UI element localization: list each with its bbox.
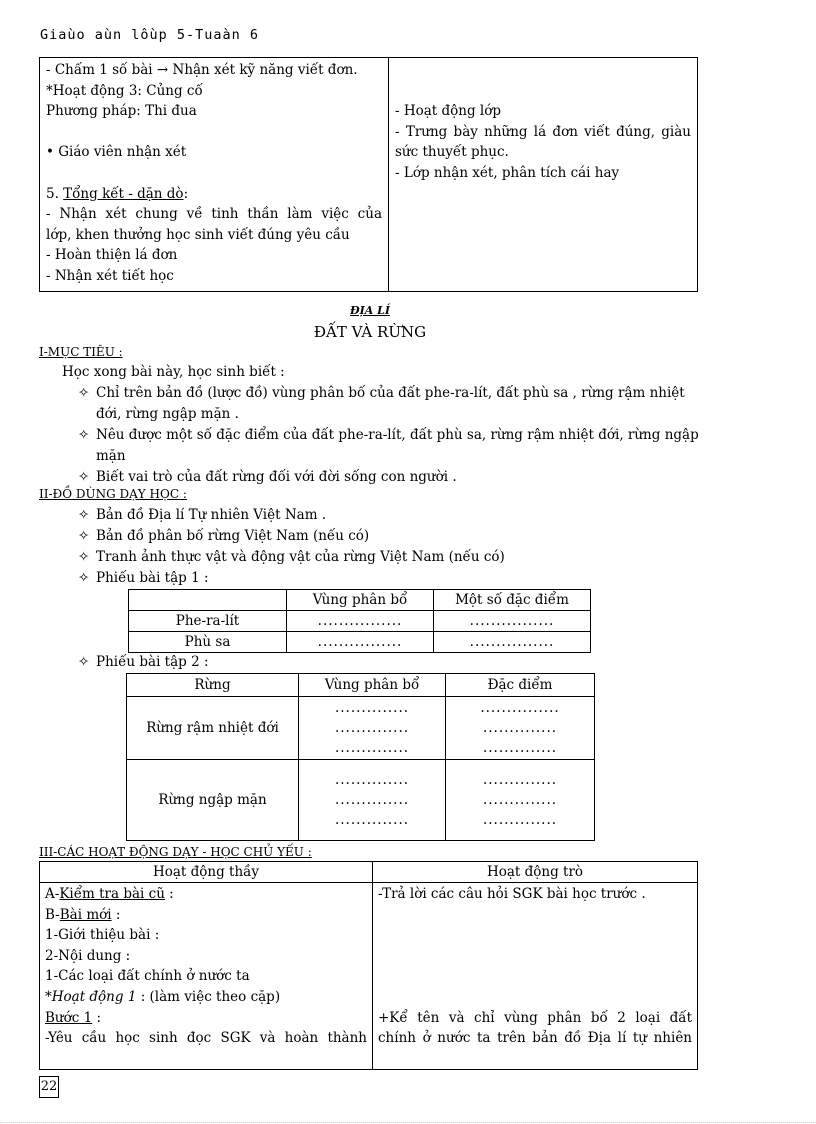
table-row bbox=[127, 760, 595, 841]
teacher-line: 1-Giới thiệu bài : bbox=[45, 927, 160, 944]
section-activities-heading: III-CÁC HOẠT ĐỘNG DẠY - HỌC CHỦ YẾU : bbox=[39, 845, 312, 859]
teacher-line: -Yêu cầu học sinh đọc SGK và hoàn thành bbox=[45, 1030, 367, 1047]
teacher-line: Bước 1 : bbox=[45, 1009, 102, 1026]
table-header-row bbox=[129, 590, 591, 611]
top-right-spacer bbox=[395, 60, 691, 81]
list-item: ✧ Chỉ trên bản đồ (lược đồ) vùng phân bố của đất phe-ra-lít, đất phù sa , rừng rậm nhiệt bbox=[0, 383, 699, 404]
top-right-line: - Hoạt động lớp bbox=[395, 103, 502, 120]
blank-cell: ................ bbox=[287, 611, 434, 632]
diamond-bullet-icon: ✧ bbox=[78, 549, 90, 565]
top-left-spacer bbox=[46, 122, 382, 143]
page-number: 22 bbox=[39, 1076, 59, 1098]
page-header: Giaùo aùn lôùp 5-Tuaàn 6 bbox=[40, 27, 260, 43]
top-activity-table bbox=[39, 57, 698, 292]
table-row bbox=[40, 883, 698, 1070]
student-column-header: Hoạt động trò bbox=[373, 862, 698, 883]
cell: Phù sa bbox=[129, 632, 287, 653]
diamond-bullet-icon: ✧ bbox=[78, 427, 90, 443]
diamond-bullet-icon: ✧ bbox=[78, 570, 90, 586]
top-left-line: • Giáo viên nhận xét bbox=[46, 144, 187, 161]
list-item-continued: đới, rừng ngập mặn . bbox=[96, 406, 239, 422]
top-left-line: - Chấm 1 số bài → Nhận xét kỹ năng viết đơn. bbox=[46, 62, 358, 78]
diamond-bullet-icon: ✧ bbox=[78, 469, 90, 485]
materials-list bbox=[0, 505, 505, 589]
header-cell: Một số đặc điểm bbox=[434, 590, 591, 611]
summary-heading: 5. Tổng kết - dặn dò: bbox=[46, 185, 189, 202]
table-row bbox=[129, 611, 591, 632]
blank-cell: ................ bbox=[287, 632, 434, 653]
top-left-line: lớp, khen thưởng học sinh viết đúng yêu cầu bbox=[46, 226, 350, 243]
list-item-continued: mặn bbox=[96, 448, 126, 464]
header-cell: Rừng bbox=[127, 674, 299, 697]
list-item: ✧ Biết vai trò của đất rừng đối với đời sống con người . bbox=[0, 467, 699, 488]
teacher-line: 1-Các loại đất chính ở nước ta bbox=[45, 968, 250, 985]
diamond-bullet-icon: ✧ bbox=[78, 528, 90, 544]
top-right-line: - Lớp nhận xét, phân tích cái hay bbox=[395, 164, 620, 181]
lesson-title: ĐẤT VÀ RỪNG bbox=[313, 323, 427, 341]
top-left-spacer bbox=[46, 163, 382, 184]
cell: Phe-ra-lít bbox=[129, 611, 287, 632]
blank-cell: ................ bbox=[434, 632, 591, 653]
objectives-intro: Học xong bài này, học sinh biết : bbox=[62, 364, 285, 380]
teacher-line: *Hoạt động 1 : (làm việc theo cặp) bbox=[45, 988, 281, 1005]
activities-table bbox=[39, 861, 698, 1070]
list-item: ✧ Bản đồ Địa lí Tự nhiên Việt Nam . bbox=[0, 505, 505, 526]
list-item: ✧ Tranh ảnh thực vật và động vật của rừng Việt Nam (nếu có) bbox=[0, 547, 505, 568]
subject-label: ĐỊA LÍ bbox=[349, 304, 390, 317]
table-row bbox=[127, 697, 595, 760]
blank-cell: ................ bbox=[434, 611, 591, 632]
table-header-row bbox=[40, 862, 698, 883]
header-cell: Vùng phân bổ bbox=[299, 674, 446, 697]
table-row bbox=[129, 632, 591, 653]
top-table-right-cell bbox=[389, 58, 698, 292]
header-cell: Vùng phân bổ bbox=[287, 590, 434, 611]
section-materials-heading: II-ĐỒ DÙNG DẠY HỌC : bbox=[39, 487, 187, 501]
top-left-line: *Hoạt động 3: Củng cố bbox=[46, 82, 203, 99]
top-left-line: - Nhận xét tiết học bbox=[46, 267, 174, 284]
teacher-line: B-Bài mới : bbox=[45, 906, 121, 923]
list-item: ✧ Phiếu bài tập 1 : bbox=[0, 568, 505, 589]
blank-cell: .............. .............. .............. bbox=[446, 760, 595, 841]
top-left-line: - Nhận xét chung về tinh thần làm việc của bbox=[46, 206, 382, 223]
cell: Rừng ngập mặn bbox=[127, 760, 299, 841]
student-line: chính ở nước ta trên bản đồ Địa lí tự nhiên bbox=[378, 1030, 692, 1047]
list-item: ✧ Nêu được một số đặc điểm của đất phe-ra-lít, đất phù sa, rừng rậm nhiệt đới, rừng ngập bbox=[0, 425, 699, 446]
top-left-line: - Hoàn thiện lá đơn bbox=[46, 247, 178, 264]
materials-list-2 bbox=[0, 652, 209, 673]
header-cell: Đặc điểm bbox=[446, 674, 595, 697]
cell: Rừng rậm nhiệt đới bbox=[127, 697, 299, 760]
teacher-activities-cell bbox=[40, 883, 373, 1070]
diamond-bullet-icon: ✧ bbox=[78, 385, 90, 401]
teacher-column-header: Hoạt động thầy bbox=[40, 862, 373, 883]
list-item: ✧ Bản đồ phân bố rừng Việt Nam (nếu có) bbox=[0, 526, 505, 547]
diamond-bullet-icon: ✧ bbox=[78, 507, 90, 523]
worksheet-2-table bbox=[126, 673, 595, 841]
blank-cell: ............... .............. .............. bbox=[446, 697, 595, 760]
student-line: -Trả lời các câu hỏi SGK bài học trước . bbox=[378, 886, 646, 902]
student-activities-cell bbox=[373, 883, 698, 1070]
diamond-bullet-icon: ✧ bbox=[78, 654, 90, 670]
table-header-row bbox=[127, 674, 595, 697]
objectives-list bbox=[0, 383, 699, 488]
blank-cell: .............. .............. .............. bbox=[299, 697, 446, 760]
blank-cell: .............. .............. .............. bbox=[299, 760, 446, 841]
worksheet-1-table bbox=[128, 589, 591, 653]
top-right-line: - Trưng bày những lá đơn viết đúng, giàu bbox=[395, 123, 691, 140]
top-table-left-cell bbox=[40, 58, 389, 292]
section-objectives-heading: I-MỤC TIÊU : bbox=[39, 345, 123, 359]
header-cell bbox=[129, 590, 287, 611]
top-right-spacer bbox=[395, 81, 691, 102]
student-line: +Kể tên và chỉ vùng phân bố 2 loại đất bbox=[378, 1009, 692, 1026]
list-item: ✧ Phiếu bài tập 2 : bbox=[0, 652, 209, 673]
teacher-line: 2-Nội dung : bbox=[45, 947, 131, 964]
top-left-line: Phương pháp: Thi đua bbox=[46, 103, 197, 120]
teacher-line: A-Kiểm tra bài cũ : bbox=[45, 886, 174, 902]
top-right-line: sức thuyết phục. bbox=[395, 144, 509, 161]
